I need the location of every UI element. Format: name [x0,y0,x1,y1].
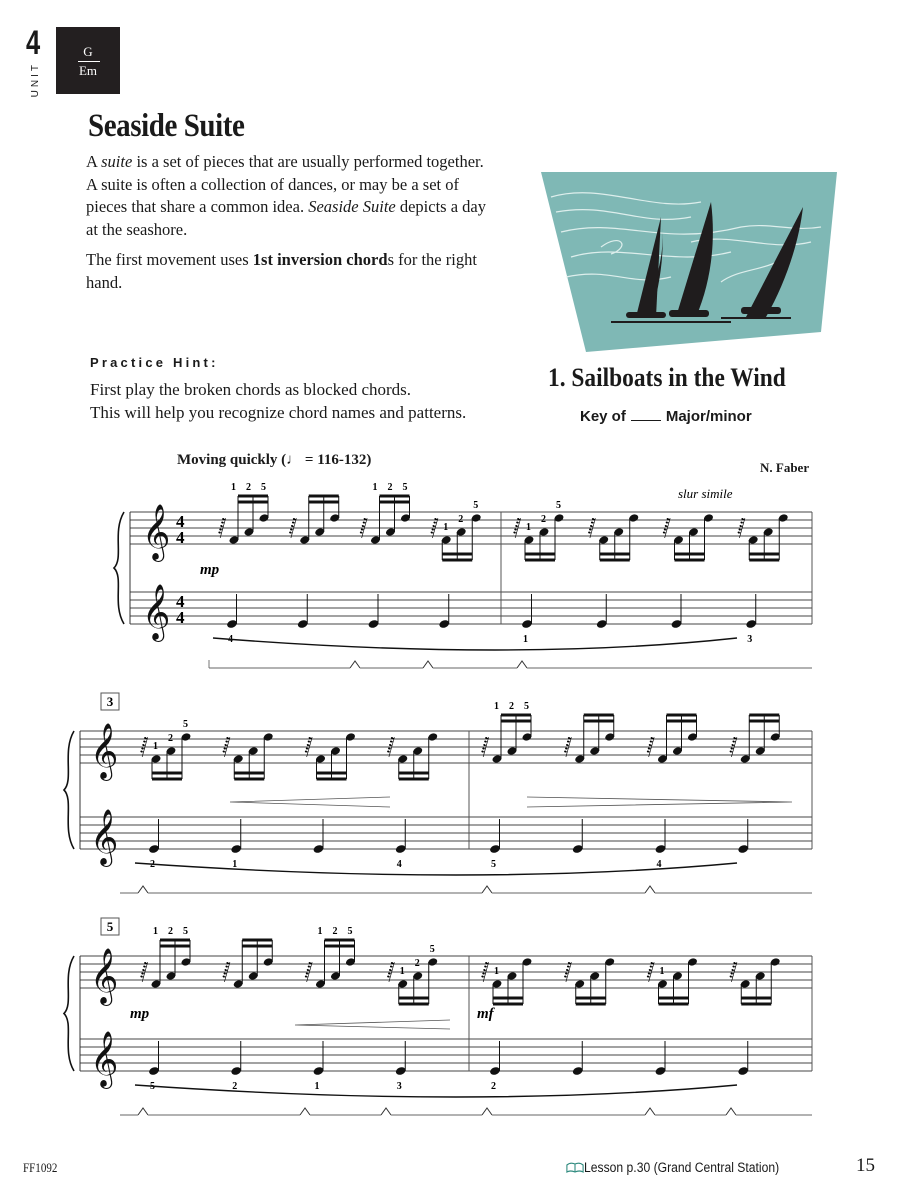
svg-text:𝅂: 𝅂 [140,962,149,983]
svg-text:5: 5 [150,1081,155,1092]
svg-text:1: 1 [494,701,499,712]
sailboats-illustration [541,172,837,352]
svg-text:𝅂: 𝅂 [288,518,297,539]
svg-text:2: 2 [509,701,514,712]
svg-text:𝅂: 𝅂 [662,518,671,539]
key-minor: Em [78,63,98,78]
svg-text:5: 5 [183,926,188,937]
book-icon [566,1161,584,1173]
svg-text:5: 5 [183,719,188,730]
svg-text:4: 4 [176,512,185,531]
svg-text:𝅂: 𝅂 [430,518,439,539]
svg-text:3: 3 [396,1081,402,1092]
svg-text:2: 2 [332,926,338,937]
svg-text:5: 5 [106,919,114,934]
hint-line: This will help you recognize chord names and patterns. [90,403,467,422]
svg-text:1: 1 [399,966,405,977]
svg-text:4: 4 [228,634,233,645]
svg-text:𝅂: 𝅂 [481,737,490,758]
svg-text:5: 5 [261,482,266,493]
svg-text:𝅂: 𝅂 [513,518,522,539]
text: depicts a day at the seashore. [86,197,486,239]
svg-text:4: 4 [396,859,402,870]
svg-text:2: 2 [387,482,393,493]
svg-text:2: 2 [150,859,155,870]
svg-text:2: 2 [541,514,546,525]
intro-paragraph-1 [86,151,486,241]
svg-text:𝅂: 𝅂 [563,962,572,983]
svg-text:𝅂: 𝅂 [222,737,231,758]
svg-text:𝅂: 𝅂 [481,962,490,983]
svg-text:4: 4 [176,592,185,611]
svg-text:2: 2 [168,926,173,937]
svg-text:1: 1 [523,634,528,645]
svg-text:𝄞: 𝄞 [90,809,119,865]
svg-text:1: 1 [153,926,158,937]
svg-text:𝅂: 𝅂 [729,962,738,983]
page-title: Seaside Suite [88,108,245,144]
svg-text:5: 5 [402,482,408,493]
svg-text:3: 3 [106,694,114,709]
svg-text:2: 2 [246,482,251,493]
svg-text:2: 2 [168,733,173,744]
svg-text:5: 5 [524,701,529,712]
svg-text:5: 5 [347,926,353,937]
svg-text:5: 5 [429,944,435,955]
piece-title: 1. Sailboats in the Wind [548,363,786,392]
svg-text:1: 1 [372,482,378,493]
key-badge [56,27,120,94]
svg-text:𝅂: 𝅂 [222,962,231,983]
svg-text:mp: mp [200,562,220,578]
svg-text:𝄞: 𝄞 [90,948,119,1004]
svg-text:1: 1 [494,966,499,977]
hint-line: First play the broken chords as blocked chords. [90,380,412,399]
major-minor-label: Major/minor [665,408,752,425]
svg-text:4: 4 [176,528,185,547]
svg-text:1: 1 [314,1081,320,1092]
svg-text:𝄞: 𝄞 [142,584,171,640]
svg-text:𝅂: 𝅂 [646,962,655,983]
svg-text:𝄞: 𝄞 [142,504,171,560]
svg-text:𝅂: 𝅂 [737,518,746,539]
svg-text:2: 2 [232,1081,238,1092]
svg-text:1: 1 [231,482,236,493]
intro-text [86,151,486,302]
key-of-label: Key of [580,408,626,425]
page-number: 15 [856,1155,875,1176]
svg-text:1: 1 [659,966,665,977]
svg-text:4: 4 [656,859,662,870]
svg-text:1: 1 [443,522,449,533]
text: is a set of pieces that are usually performed together. A suite is often a collection of dances, or may be a set of pieces that share a common idea. [86,152,484,216]
svg-text:𝅂: 𝅂 [563,737,572,758]
term-suite: suite [101,152,133,171]
svg-text:2: 2 [491,1081,496,1092]
svg-text:𝅂: 𝅂 [359,518,368,539]
key-of-line [580,408,752,425]
practice-hint-text [90,378,466,424]
practice-hint-label: Practice Hint: [90,355,219,370]
svg-text:1: 1 [232,859,238,870]
key-blank [631,420,661,421]
book-code: FF1092 [23,1160,58,1175]
svg-text:mp: mp [130,1006,150,1022]
svg-text:𝅂: 𝅂 [587,518,596,539]
svg-text:𝅂: 𝅂 [386,737,395,758]
svg-text:𝄞: 𝄞 [90,723,119,779]
tempo-marking: Moving quickly (♩ = 116-132) [177,452,372,468]
key-divider [78,61,100,62]
svg-text:slur simile: slur simile [678,486,733,501]
unit-number: 4 [26,24,41,62]
text: The first movement uses [86,250,253,269]
svg-text:𝅂: 𝅂 [729,737,738,758]
svg-text:2: 2 [458,514,464,525]
lesson-reference [566,1160,779,1175]
text: s for the right hand. [86,250,477,292]
svg-text:5: 5 [491,859,496,870]
svg-text:mf: mf [477,1006,494,1022]
svg-text:𝅂: 𝅂 [386,962,395,983]
svg-text:𝅂: 𝅂 [140,737,149,758]
svg-text:1: 1 [153,741,158,752]
term-inversion: 1st inversion chord [252,250,388,269]
unit-label: UNIT [30,62,41,98]
svg-text:𝅂: 𝅂 [304,737,313,758]
svg-text:1: 1 [526,522,531,533]
composer: N. Faber [760,460,810,475]
svg-text:4: 4 [176,608,185,627]
svg-text:3: 3 [747,634,753,645]
lesson-ref-text: Lesson p.30 (Grand Central Station) [584,1160,780,1175]
text: A [86,152,102,171]
svg-text:𝅂: 𝅂 [646,737,655,758]
svg-text:𝅂: 𝅂 [218,518,227,539]
svg-text:2: 2 [414,958,420,969]
svg-text:5: 5 [556,500,561,511]
svg-text:1: 1 [317,926,323,937]
svg-text:5: 5 [473,500,479,511]
svg-text:𝄞: 𝄞 [90,1031,119,1087]
svg-text:𝅂: 𝅂 [304,962,313,983]
suite-title: Seaside Suite [308,197,396,216]
key-major: G [83,44,93,59]
intro-paragraph-2 [86,249,486,294]
